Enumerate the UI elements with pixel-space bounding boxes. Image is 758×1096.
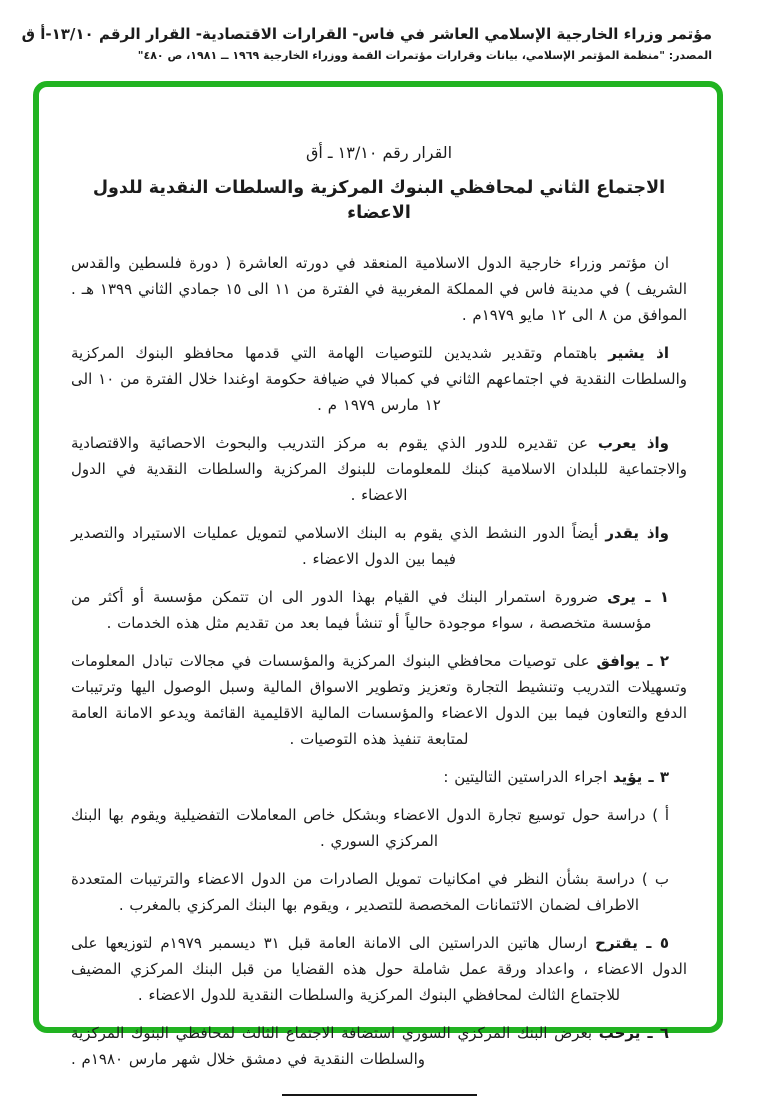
paragraph-lead: واذ يعرب	[597, 434, 669, 453]
paragraph-2: اذ يشير باهتمام وتقدير شديدين للتوصيات الهامة التي قدمها محافظو البنوك المركزية والسلطات النقدية في اجتماعهم الثاني في كمبالا في ضيافة حكومة اوغندا خلال الفترة من ١٠ الى ١٢ مارس ١٩٧٩ م .	[71, 344, 687, 415]
paragraph-9: ب ) دراسة بشأن النظر في امكانيات تمويل الصادرات من الدول الاعضاء والترتيبات المتعددة الاطراف لضمان الائتمانات المخصصة للتصدير ، ويقوم بها البنك المركزي بالمغرب .	[71, 870, 669, 915]
paragraph-1: ان مؤتمر وزراء خارجية الدول الاسلامية المنعقد في دورته العاشرة ( دورة فلسطين والقدس الشريف ) في مدينة فاس في المملكة المغربية في الفترة من ١١ الى ١٥ جمادي الثاني ١٣٩٩ هـ . الموافق من ٨ الى ١٢ مايو ١٩٧٩م .	[71, 254, 687, 325]
document-frame	[33, 81, 723, 1069]
resolution-number: القرار رقم ١٣/١٠ ـ أق	[305, 142, 453, 162]
masthead-source-line: المصدر: "منظمة المؤتمر الإسلامي، بيانات وقرارات مؤتمرات القمة ووزراء الخارجية ١٩٦٩ ــ ١٩٨١، ص ٤٨٠"	[137, 49, 712, 63]
masthead-conference-line: مؤتمر وزراء الخارجية الإسلامي العاشر في فاس- القرارات الاقتصادية- القرار الرقم ١٣/١٠-أ ق	[21, 25, 712, 43]
paragraph-4: واذ يقدر أيضاً الدور النشط الذي يقوم به البنك الاسلامي لتمويل عمليات الاستيراد والتصدير فيما بين الدول الاعضاء .	[71, 524, 669, 569]
paragraph-7: ٣ ـ يؤيد اجراء الدراستين التاليتين :	[443, 768, 669, 787]
paragraph-3: واذ يعرب عن تقديره للدور الذي يقوم به مركز التدريب والبحوث الاحصائية والاقتصادية والاجتماعية للبلدان الاسلامية كبنك للمعلومات للبنوك المركزية والسلطات النقدية في الدول الاعضاء .	[71, 434, 687, 505]
paragraph-6: ٢ ـ يوافق على توصيات محافظي البنوك المركزية والمؤسسات في مجالات تبادل المعلومات وتسهيلات التدريب وتنشيط التجارة وتعزيز وتطوير الاسواق المالية وسبل الوصول اليها وترتيبات الدفع والتعاون فيما بين الدول الاعضاء والمؤسسات المالية الاقليمية القائمة ويدعو الامانة العامة لمتابعة تنفيذ هذه التوصيات .	[71, 652, 687, 749]
paragraph-8: أ ) دراسة حول توسيع تجارة الدول الاعضاء وبشكل خاص المعاملات التفضيلية ويقوم بها البنك المركزي السوري .	[71, 806, 669, 851]
document-title: الاجتماع الثاني لمحافظي البنوك المركزية والسلطات النقدية للدول الاعضاء	[92, 177, 666, 223]
paragraph-lead: ٦ ـ يرحب	[598, 1024, 669, 1043]
paragraph-lead: ١ ـ يرى	[607, 588, 669, 607]
paragraph-5: ١ ـ يرى ضرورة استمرار البنك في القيام بهذا الدور الى ان تتمكن مؤسسة أو أكثر من مؤسسة متخصصة ، سواء موجودة حالياً أو تنشأ فيما بعد من تقديم مثل هذه الخدمات .	[71, 588, 669, 633]
paragraph-lead: ٢ ـ يوافق	[596, 652, 669, 671]
paragraph-lead: اذ يشير	[608, 344, 669, 363]
document-body	[71, 250, 687, 1072]
paragraph-10: ٥ ـ يقترح ارسال هاتين الدراستين الى الامانة العامة قبل ٣١ ديسمبر ١٩٧٩م لتوزيعها على الدول الاعضاء ، واعداد ورقة عمل شاملة حول هذه القضايا من قبل البنك المركزي المضيف للاجتماع الثالث لمحافظي البنوك المركزية والسلطات النقدية للدول الاعضاء .	[71, 934, 687, 1005]
paragraph-lead: ٣ ـ يؤيد	[612, 768, 669, 787]
masthead	[0, 0, 758, 64]
paragraph-lead: واذ يقدر	[605, 524, 669, 543]
paragraph-11: ٦ ـ يرحب بعرض البنك المركزي السوري استضافة الاجتماع الثالث لمحافظي البنوك المركزية والسلطات النقدية في دمشق خلال شهر مارس ١٩٨٠م .	[71, 1024, 669, 1069]
paragraph-lead: ٥ ـ يقترح	[595, 934, 670, 953]
